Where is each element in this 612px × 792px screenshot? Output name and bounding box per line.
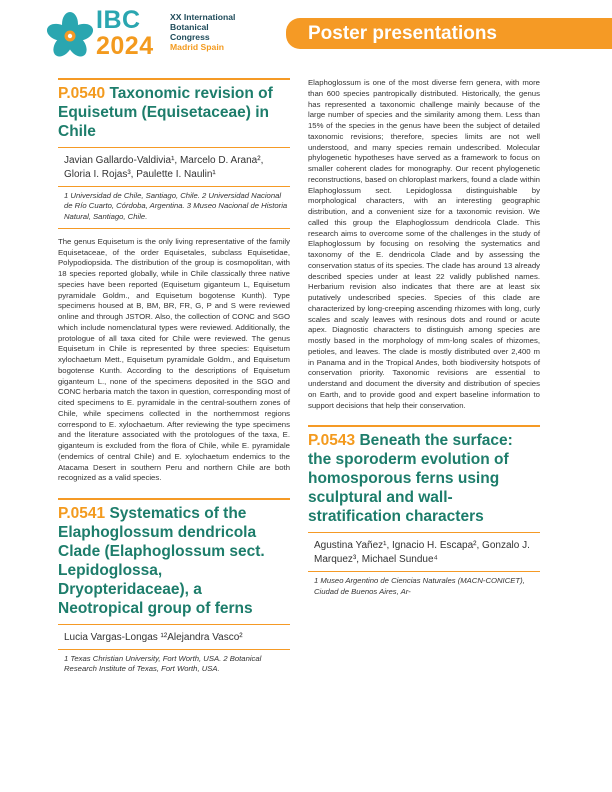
poster-title [58, 84, 290, 141]
poster-authors: Agustina Yañez¹, Ignacio H. Escapa², Gonzalo J. Marquez³, Michael Sundue⁴ [314, 540, 530, 566]
congress-line-3: Congress [170, 32, 210, 42]
logo-ibc: IBC [96, 6, 141, 34]
flower-logo-icon [44, 10, 96, 62]
congress-line-1: XX International [170, 12, 236, 22]
congress-line-2: Botanical [170, 22, 209, 32]
poster-affiliations: 1 Texas Christian University, Fort Worth, USA. 2 Botanical Research Institute of Texas, Fort Worth, USA. [64, 654, 262, 674]
right-column [308, 78, 540, 603]
congress-place: Madrid Spain [170, 42, 224, 52]
section-banner [286, 18, 612, 49]
divider [58, 228, 290, 229]
divider [58, 78, 290, 80]
section-banner-label: Poster presentations [308, 23, 497, 44]
poster-title-text: Beneath the surface: the sporoderm evolution of homosporous ferns using sculptural and wall-stratification characters [308, 432, 513, 526]
poster-authors: Lucia Vargas-Longas ¹²Alejandra Vasco² [64, 632, 243, 644]
divider [58, 624, 290, 625]
poster-title [308, 431, 540, 526]
divider [308, 532, 540, 533]
divider [58, 186, 290, 187]
divider [308, 571, 540, 572]
poster-abstract: The genus Equisetum is the only living representative of the family Equisetaceae, of the order Equisetales, subclass Equisetidae, Polypodiopsida. The distribution of the group is cosmopolitan, with 18 species reported globally, while in Chile classically three native species have been reported (Equisetum giganteum L, Equisetum pyramidale Goldm., and Equisetum bogotense Kunth). Type specimens housed at B, BM, BR, FR, G, P and S were reviewed online and through JSTOR. Also, the collection of CONC and SGO which include nomenclatural types were reviewed. Additionally, the protologue of all taxa cited for Chile were reviewed. The genus Equisetum in Chile is represented by three species: Equisetum xylochaetum Mett., Equisetum pyramidale Goldm., and Equisetum bogotense Kunth. According to the descriptions of Equisetum giganteum L., none of the specimens deposited in the SGO and CONC herbaria match the taxon in question, corresponding most of cited specimens to E. pyramidale in the central-southern zones of Chile, while specimens collected in the northernmost regions correspond to E. xylochaetum. After reviewing the type specimens and the literature associated with the protologues of the taxa, E. giganteum is excluded from the flora of Chile, while E. pyramidale (endemics of central Chile) and E. xylochaetum endemics to the Atacama Desert in southern Peru and northern Chile are both recognized as a valid species. [58, 236, 290, 483]
divider [308, 425, 540, 427]
poster-affiliations: 1 Museo Argentino de Ciencias Naturales (MACN-CONICET), Ciudad de Buenos Aires, Ar- [314, 576, 525, 596]
divider [58, 498, 290, 500]
poster-id: P.0541 [58, 505, 106, 523]
poster-abstract-continued: Elaphoglossum is one of the most diverse fern genera, with more than 600 species pantropically distributed. Historically, the genus has represented a taxonomic challenge mainly because of the large number of species and the similarity among them. Less than 15% of the species in the genus have been the subject of detailed taxonomic revisions; therefore, species limits are not well understood, and many species remain undescribed. Molecular phylogenetic hypotheses have served as a framework to focus on smaller coherent clades for monography. Our recent phylogenetic reconstructions, based on chloroplast markers, found a clade within Elaphoglossum sect. Lepidoglossa distinguishable by morphological characters, with an interesting geographic distribution, and a convenient size for a taxonomic revision. We called this group the Elaphoglossum dendricola Clade. This research aims to overcome some of the challenges in the study of Elaphoglossum by focusing on resolving the systematics and taxonomy of the E. dendricola Clade and by assessing the conservation status of its species. The clade has around 13 already described species under at least 22 validly published names. Herbarium revision also indicates that there are at least six putatively undescribed species. Species of this clade are characterized by long-creeping ascending rhizomes with long, curly scales and scaly leaves with resinous dots and round or acute apex. Diagnostic characters to distinguish among species are mostly based in the morphology of mm-long scales of rhizomes, petioles, and leaves. The clade is mostly distributed over 2,400 m in Panama and in the Tropical Andes, both biodiversity hotspots of conservation priority. Taxonomic revisions are essential to understand and document the diversity and distribution of species on Earth, and to provide good and expert baseline information to support decisions that help their conservation. [308, 78, 540, 410]
poster-authors: Javian Gallardo-Valdivia¹, Marcelo D. Arana², Gloria I. Rojas³, Paulette I. Naulin¹ [64, 155, 264, 180]
divider [58, 649, 290, 650]
congress-name [170, 12, 235, 52]
divider [58, 147, 290, 148]
poster-title [58, 504, 290, 618]
poster-id: P.0540 [58, 85, 106, 102]
poster-id: P.0543 [308, 432, 356, 450]
poster-title-text: Taxonomic revision of Equisetum (Equisetaceae) in Chile [58, 85, 273, 140]
poster-affiliations: 1 Universidad de Chile, Santiago, Chile. 2 Universidad Nacional de Río Cuarto, Córdoba, Argentina. 3 Museo Nacional de Historia Natural, Santiago, Chile. [64, 191, 288, 221]
poster-title-text: Systematics of the Elaphoglossum dendricola Clade (Elaphoglossum sect. Lepidoglossa, Dryopteridaceae), a Neotropical group of ferns [58, 505, 265, 618]
page-header [0, 0, 612, 66]
congress-logotype [96, 8, 154, 59]
logo-year: 2024 [96, 32, 154, 60]
left-column [58, 78, 290, 681]
